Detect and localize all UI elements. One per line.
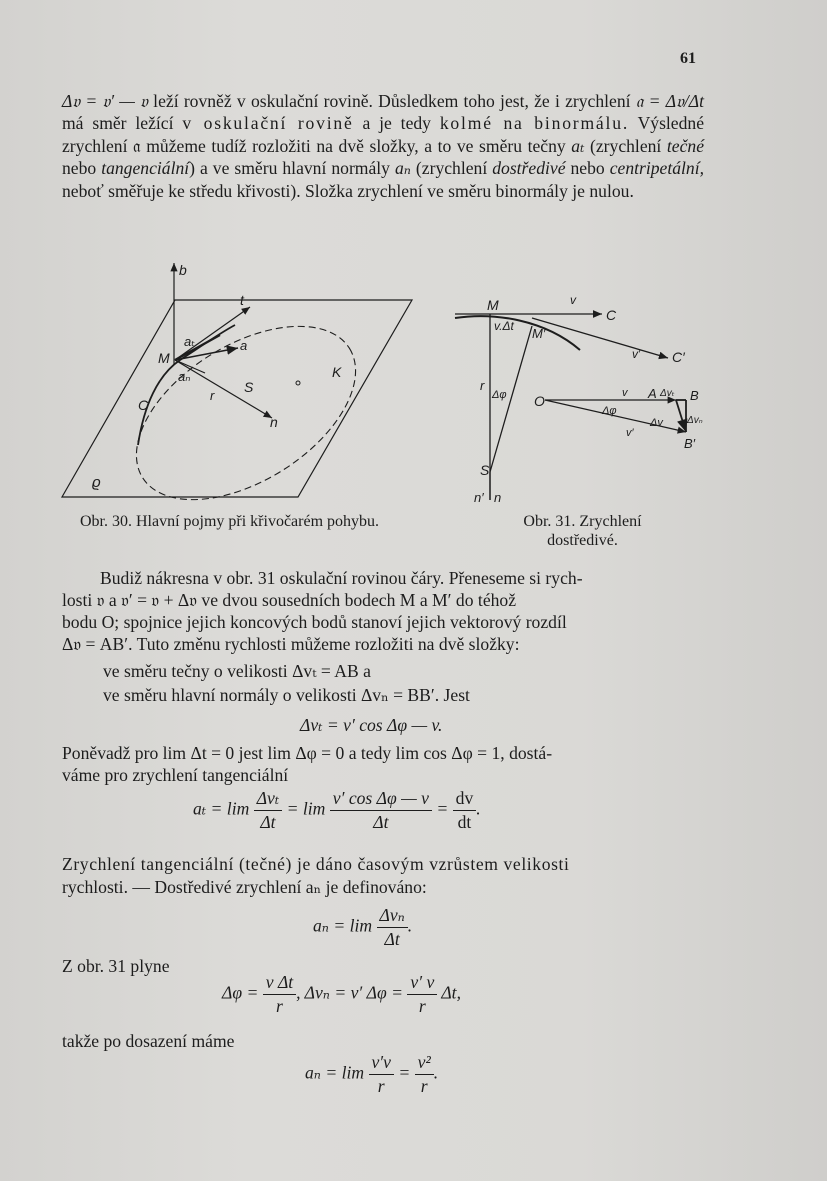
body-line: Zrychlení tangenciální (tečné) je dáno časovým vzrůstem velikosti (62, 854, 570, 874)
label31-v: v (570, 293, 576, 307)
label-M: M (158, 350, 170, 366)
body-line: takže po dosazení máme (62, 1031, 235, 1051)
label31-n: n (494, 490, 502, 505)
figure-31-diagram (450, 290, 720, 515)
body-line: ve směru hlavní normály o velikosti Δvₙ = BB′. Jest (103, 685, 470, 705)
equation-at: aₜ = lim $\frac{\text{Δvₜ}}{\Delta t}$ = lim $\frac{\text{v′ cos Δφ — v}}{\Delta t}$ = $\frac{dv}{dt}$ . (193, 788, 481, 832)
label31-dvt: Δvₜ (660, 388, 675, 399)
label31-Cp: C′ (672, 349, 685, 365)
body-line: Z obr. 31 plyne (62, 956, 170, 976)
label31-vp2: v′ (626, 427, 634, 439)
label-S: S (244, 379, 254, 395)
equation-an-def: aₙ = lim $\frac{\text{Δvₙ}}{\Delta t}$ . (313, 905, 413, 949)
intro-paragraph: Δ𝔳 = 𝔳′ — 𝔳 leží rovněž v oskulační rovině. Důsledkem toho jest, že i zrychlení 𝔞 = Δ𝔳/Δt má směr ležící v oskulační rovině a je tedy kolmé na binormálu. Výsledné zrychlení 𝔞 můžeme tudíž rozložiti na dvě složky, a to ve směru tečny aₜ (zrychlení tečné nebo tangenciální) a ve směru hlavní normály aₙ (zrychlení dostředivé nebo centripetální, neboť směřuje ke středu křivosti). Složka zrychlení ve směru binormály je nulou. (62, 91, 705, 201)
body-line: ve směru tečny o velikosti Δvₜ = AB a (103, 661, 371, 681)
label-b: b (179, 262, 187, 278)
label31-C: C (606, 307, 617, 323)
label-n: n (270, 414, 278, 430)
body-line: Δ𝔳 = AB′. Tuto změnu rychlosti můžeme rozložiti na dvě složky: (62, 634, 520, 654)
body-line: losti 𝔳 a 𝔳′ = 𝔳 + Δ𝔳 ve dvou sousedních bodech M a M′ do téhož (62, 590, 517, 610)
label31-B: B (690, 388, 699, 403)
figure-30-caption: Obr. 30. Hlavní pojmy při křivočarém pohybu. (79, 513, 380, 530)
equation-dvt: Δvₜ = v′ cos Δφ — v. (300, 715, 443, 735)
trajectory-arc (455, 316, 580, 350)
label31-np: n′ (474, 490, 484, 505)
vector-AB (676, 400, 686, 432)
label31-A: A (648, 386, 657, 401)
label31-v2: v (622, 387, 628, 399)
label-an: aₙ (178, 369, 191, 384)
label31-dvn: Δvₙ (687, 415, 703, 426)
label-rho: ϱ (92, 474, 101, 491)
label-K: K (332, 364, 342, 380)
page-number: 61 (680, 50, 696, 67)
curvature-circle (107, 291, 386, 510)
body-line: bodu O; spojnice jejich koncových bodů stanoví jejich vektorový rozdíl (62, 612, 567, 632)
body-line: Poněvadž pro lim Δt = 0 jest lim Δφ = 0 a tedy lim cos Δφ = 1, dostá- (62, 743, 553, 763)
body-line: váme pro zrychlení tangenciální (62, 765, 289, 785)
label31-dv: Δv (650, 417, 663, 429)
label31-dphi: Δφ (492, 389, 507, 401)
label31-Mp: M′ (532, 326, 546, 341)
label-at: aₜ (184, 334, 196, 349)
label31-vdt: v.Δt (494, 319, 514, 333)
label31-dphi2: Δφ (602, 405, 617, 417)
figure-31-caption: Obr. 31. Zrychlení dostředivé. (523, 513, 642, 549)
body-line: Budiž nákresna v obr. 31 oskulační rovinou čáry. Přeneseme si rych- (100, 568, 583, 588)
figure-30-diagram (60, 255, 420, 510)
label31-r: r (480, 378, 485, 393)
label-t: t (240, 292, 244, 308)
center-point (296, 381, 300, 385)
label31-M: M (487, 297, 499, 313)
equation-an-final: aₙ = lim $\frac{v'v}{r}$ = $\frac{\text{v²}}{r}$ . (305, 1052, 439, 1096)
body-line: rychlosti. — Dostředivé zrychlení aₙ je definováno: (62, 877, 427, 897)
label31-vp: v′ (632, 347, 641, 361)
label31-Bp: B′ (684, 436, 696, 451)
label-r: r (210, 388, 215, 403)
label31-S: S (480, 462, 490, 478)
label-C: C (138, 397, 149, 413)
equation-dphi-dvn: Δφ = $\frac{\text{v Δt}}{r}$ , Δvₙ = v′ Δφ = $\frac{v' v}{r}$ Δt, (222, 972, 461, 1016)
label-a: a (240, 338, 248, 353)
velocity-v-prime-line (532, 318, 668, 358)
osculating-plane (62, 300, 412, 497)
label31-O: O (534, 393, 545, 409)
